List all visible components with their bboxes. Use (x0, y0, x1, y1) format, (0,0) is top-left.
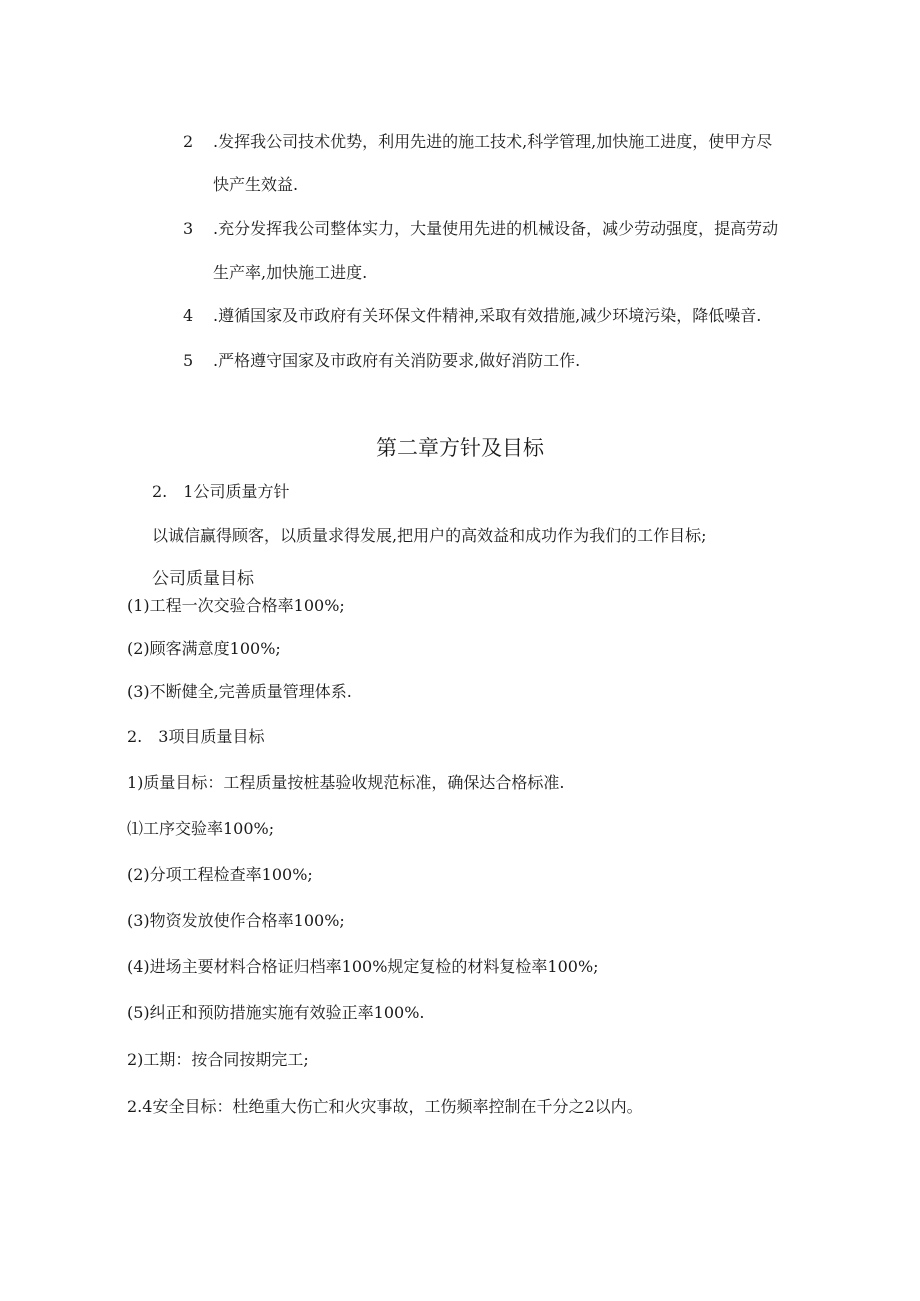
company-goal-item: (2)顾客满意度100%; (127, 639, 281, 658)
list-item-3-number: 3 (183, 219, 194, 238)
section-2-1-heading: 2. 1公司质量方针 (152, 482, 290, 501)
project-goal-subitem: (2)分项工程检查率100%; (127, 865, 313, 884)
section-2-3-item-2: 2)工期：按合同按期完工; (127, 1050, 309, 1069)
list-item-5-number: 5 (183, 351, 194, 370)
list-item-3-text: .充分发挥我公司整体实力，大量使用先进的机械设备，减少劳动强度，提高劳动 (213, 219, 779, 238)
list-item-2-number: 2 (183, 132, 194, 151)
list-item-4 (183, 305, 761, 327)
list-item-5 (183, 350, 580, 372)
project-goal-subitem: (5)纠正和预防措施实施有效验正率100%. (127, 1003, 425, 1022)
section-2-3-item-1: 1)质量目标：工程质量按桩基验收规范标准，确保达合格标准. (127, 773, 565, 792)
list-item-3-line2: 生产率,加快施工进度. (213, 263, 368, 282)
company-goal-item: (3)不断健全,完善质量管理体系. (127, 682, 352, 701)
project-goal-subitem: (3)物资发放使作合格率100%; (127, 911, 345, 930)
section-2-3-heading: 2. 3项目质量目标 (127, 727, 265, 746)
company-goal-item: (1)工程一次交验合格率100%; (127, 596, 345, 615)
project-goal-subitem: ⑴工序交验率100%; (127, 819, 275, 838)
list-item-2-text: .发挥我公司技术优势，利用先进的施工技术,科学管理,加快施工进度，使甲方尽 (213, 132, 773, 151)
section-2-4-safety-goal: 2.4安全目标：杜绝重大伤亡和火灾事故，工伤频率控制在千分之2以内。 (127, 1097, 643, 1116)
list-item-2-line1 (183, 131, 772, 153)
project-goal-subitem: (4)进场主要材料合格证归档率100%规定复检的材料复检率100%; (127, 957, 599, 976)
list-item-5-text: .严格遵守国家及市政府有关消防要求,做好消防工作. (213, 351, 581, 370)
list-item-2-line2: 快产生效益. (213, 175, 299, 194)
list-item-3-line1 (183, 218, 778, 240)
list-item-4-number: 4 (183, 306, 194, 325)
list-item-4-text: .遵循国家及市政府有关环保文件精神,采取有效措施,减少环境污染，降低噪音. (213, 306, 762, 325)
company-goal-heading: 公司质量目标 (152, 569, 254, 589)
chapter-title: 第二章方针及目标 (376, 436, 544, 460)
section-2-1-text: 以诚信赢得顾客，以质量求得发展,把用户的高效益和成功作为我们的工作目标; (152, 526, 707, 545)
